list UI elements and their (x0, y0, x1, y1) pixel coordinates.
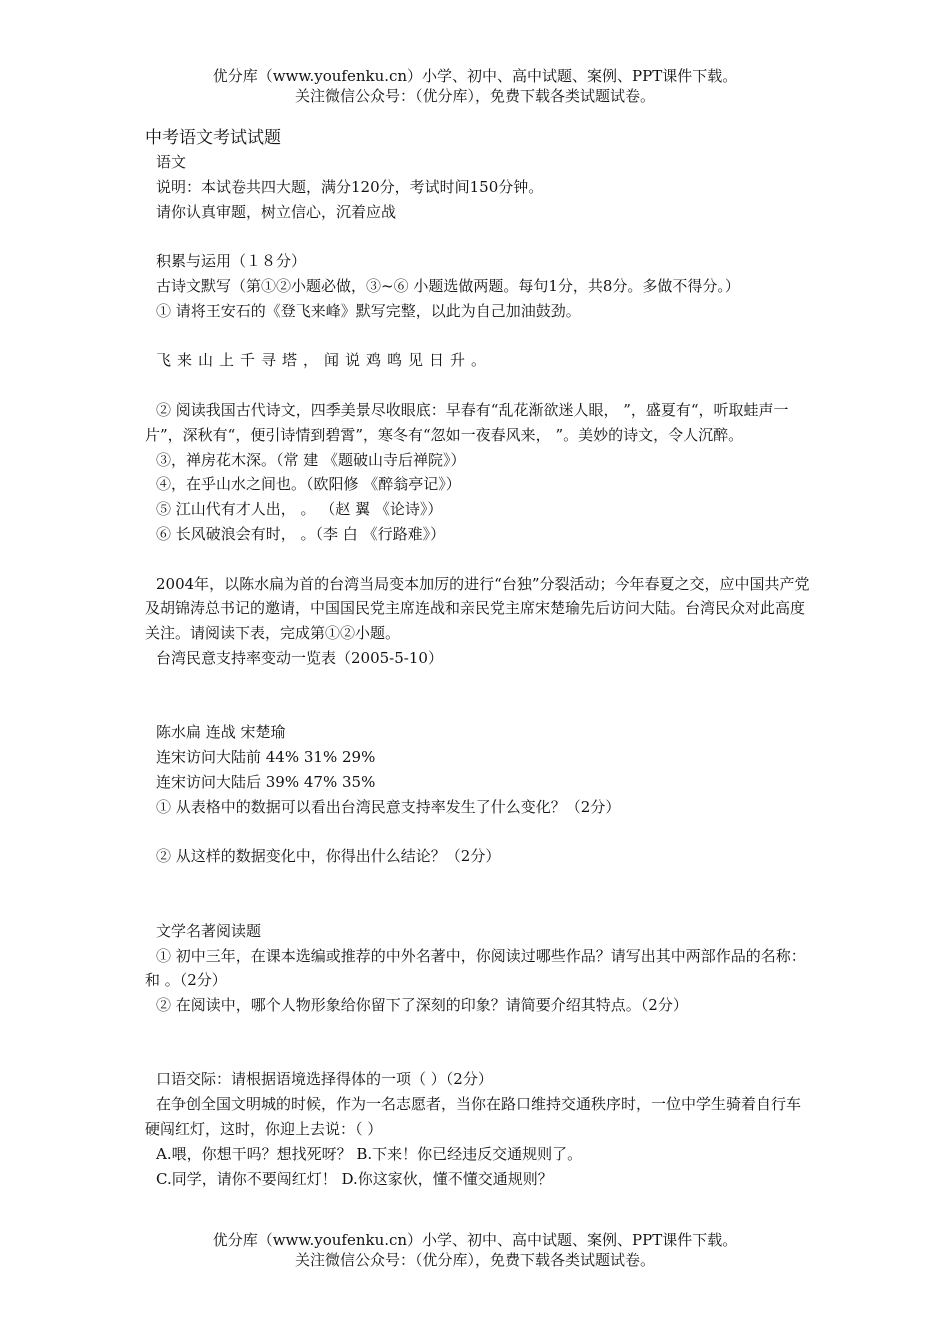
header-line-2: 关注微信公众号：（优分库），免费下载各类试题试卷。 (294, 87, 655, 105)
literature-question-2: ② 在阅读中，哪个人物形象给你留下了深刻的印象？请简要介绍其特点。（2分） (156, 996, 688, 1015)
footer-line-1: 优分库（www.youfenku.cn）小学、初中、高中试题、案例、PPT课件下载。 (212, 1231, 738, 1249)
section-heading-accumulation: 积累与运用（１８分） (156, 252, 307, 271)
document-title: 中考语文考试试题 (145, 128, 281, 148)
question-2: ② 阅读我国古代诗文，四季美景尽收眼底：早春有“乱花渐欲迷人眼， ”，盛夏有“，听取蛙声一片”，深秋有“，便引诗情到碧霄”，寒冬有“忽如一夜春风来， ”。美妙的诗文，令人沉醉。 (145, 400, 789, 444)
footer-line-2: 关注微信公众号：（优分库），免费下载各类试题试卷。 (294, 1251, 655, 1269)
table-question-1: ① 从表格中的数据可以看出台湾民意支持率发生了什么变化？（2分） (156, 797, 621, 816)
header-line-1: 优分库（www.youfenku.cn）小学、初中、高中试题、案例、PPT课件下载。 (212, 67, 738, 85)
instruction-2: 请你认真审题，树立信心，沉着应战 (156, 202, 397, 221)
literature-heading: 文学名著阅读题 (156, 921, 262, 940)
table-row-before: 连宋访问大陆前 44% 31% 29% (156, 748, 376, 767)
question-3: ③，禅房花木深。（常 建 《题破山寺后禅院》） (156, 450, 466, 469)
oral-options-cd: C.同学，请你不要闯红灯！ D.你这家伙，懂不懂交通规则？ (156, 1169, 553, 1188)
oral-options-ab: A.喂，你想干吗？想找死呀？ B.下来！你已经违反交通规则了。 (156, 1144, 583, 1163)
poem-line: 飞来山上千寻塔，闻说鸡鸣见日升。 (156, 351, 493, 370)
oral-paragraph: 在争创全国文明城的时候，作为一名志愿者，当你在路口维持交通秩序时，一位中学生骑着自行车硬闯红灯，这时，你迎上去说：（ ） (145, 1095, 802, 1139)
question-6: ⑥ 长风破浪会有时， 。（李 白 《行路难》） (156, 524, 446, 543)
table-title: 台湾民意支持率变动一览表（2005-5-10） (156, 648, 443, 667)
literature-question-1: ① 初中三年，在课本选编或推荐的中外名著中，你阅读过哪些作品？请写出其中两部作品的名称： 和 。（2分） (145, 946, 806, 990)
question-1: ① 请将王安石的《登飞来峰》默写完整，以此为自己加油鼓劲。 (156, 301, 581, 320)
taiwan-paragraph: 2004年，以陈水扁为首的台湾当局变本加厉的进行“台独”分裂活动；今年春夏之交，应中国共产党及胡锦涛总书记的邀请，中国国民党主席连战和亲民党主席宋楚瑜先后访问大陆。台湾民众对此高度关注。请阅读下表，完成第①②小题。 (145, 574, 810, 643)
table-header-row: 陈水扁 连战 宋楚瑜 (156, 723, 286, 742)
page-footer (0, 1230, 950, 1270)
poem-dictation-instruction: 古诗文默写（第①②小题必做，③~⑥ 小题选做两题。每句1分，共8分。多做不得分。） (156, 276, 740, 295)
page-header (0, 66, 950, 106)
question-5: ⑤ 江山代有才人出， 。 （赵 翼 《论诗》） (156, 500, 443, 519)
instruction-1: 说明：本试卷共四大题，满分120分，考试时间150分钟。 (156, 177, 544, 196)
subject-label: 语文 (156, 153, 187, 171)
document-body (145, 126, 810, 1191)
table-row-after: 连宋访问大陆后 39% 47% 35% (156, 772, 376, 791)
table-question-2: ② 从这样的数据变化中，你得出什么结论？（2分） (156, 847, 501, 866)
oral-heading: 口语交际：请根据语境选择得体的一项（ ）（2分） (156, 1070, 493, 1089)
question-4: ④，在乎山水之间也。（欧阳修 《醉翁亭记》） (156, 475, 461, 494)
